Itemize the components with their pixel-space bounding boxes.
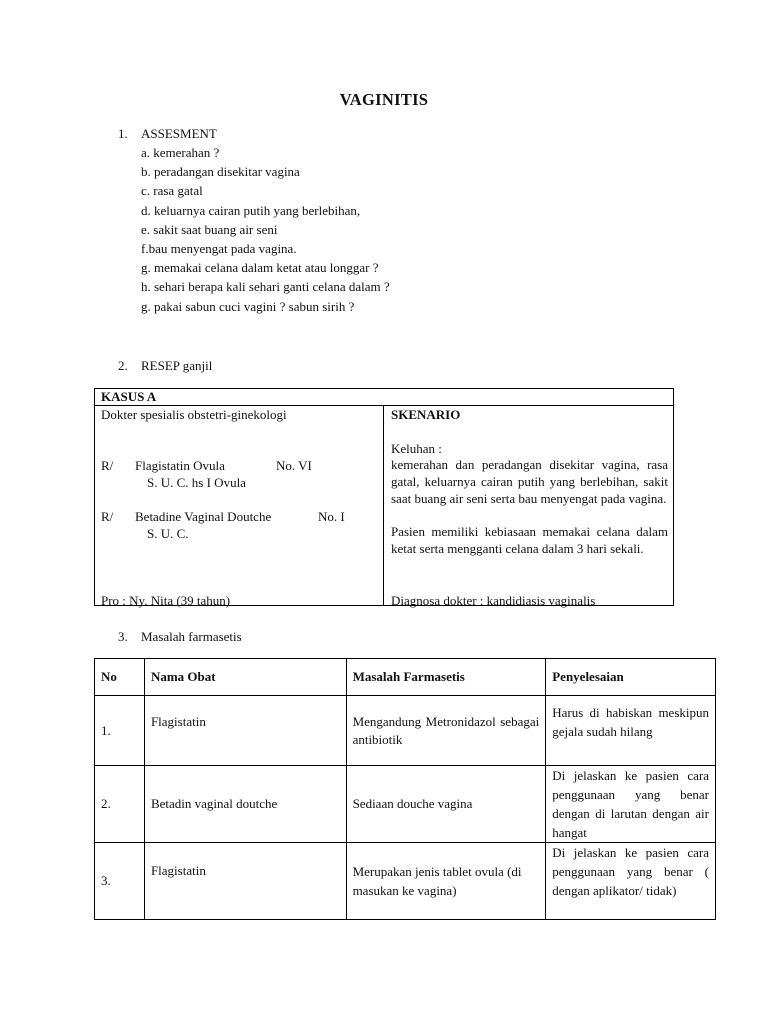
table-row [95,696,716,766]
drug-name: Flagistatin [144,696,346,766]
column-header: No [95,659,145,696]
problem: Merupakan jenis tablet ovula (di masukan ke vagina) [346,843,546,920]
assessment-item: g. pakai sabun cuci vagini ? sabun sirih ? [141,298,355,314]
pharmaceutical-problems-table [94,658,716,920]
section-1-number: 1. [118,126,128,141]
prescription-case-table [94,388,674,606]
assessment-item: e. sakit saat buang air seni [141,221,278,237]
rx1-signa: S. U. C. hs I Ovula [147,475,246,490]
solution: Di jelaskan ke pasien cara penggunaan yang benar ( dengan aplikator/ tidak) [546,843,716,920]
section-3-heading: Masalah farmasetis [141,629,242,644]
solution: Di jelaskan ke pasien cara penggunaan yang benar dengan di larutan dengan air hangat [546,766,716,843]
column-header: Masalah Farmasetis [346,659,546,696]
solution: Harus di habiskan meskipun gejala sudah hilang [546,696,716,766]
row-number: 2. [95,766,145,843]
drug-name: Flagistatin [144,843,346,920]
assessment-item: f.bau menyengat pada vagina. [141,241,297,257]
assessment-item: g. memakai celana dalam ketat atau longgar ? [141,260,379,276]
rx2-signa: S. U. C. [147,526,189,541]
row-number: 1. [95,696,145,766]
habit-text: Pasien memiliki kebiasaan memakai celana dalam ketat serta mengganti celana dalam 3 hari sekali. [391,524,668,556]
rx1-symbol: R/ [101,458,114,473]
rx2-symbol: R/ [101,509,114,524]
diagnosis-line: Diagnosa dokter : kandidiasis vaginalis [391,593,596,608]
table-row [95,766,716,843]
complaint-text: kemerahan dan peradangan disekitar vagina, rasa gatal, keluarnya cairan putih yang berlebihan, sakit saat buang air seni serta bau menyengat pada vagina. [391,457,668,506]
complaint-label: Keluhan : [391,441,442,456]
table-header-row [95,659,716,696]
scenario-title: SKENARIO [391,407,461,422]
section-1-heading: ASSESMENT [141,126,217,141]
rx2-quantity: No. I [318,509,345,524]
assessment-item: h. sehari berapa kali sehari ganti celana dalam ? [141,279,390,295]
column-header: Penyelesaian [546,659,716,696]
table-row [95,843,716,920]
assessment-item: d. keluarnya cairan putih yang berlebihan, [141,202,361,218]
prescription-cell [95,406,384,608]
case-header: KASUS A [95,389,673,406]
rx1-drug: Flagistatin Ovula [135,458,225,473]
scenario-cell [384,406,673,608]
doctor-line: Dokter spesialis obstetri-ginekologi [101,407,287,422]
assessment-item: a. kemerahan ? [141,145,220,160]
rx2-drug: Betadine Vaginal Doutche [135,509,272,524]
problem: Mengandung Metronidazol sebagai antibiotik [346,696,546,766]
patient-line: Pro : Ny. Nita (39 tahun) [101,593,231,608]
section-2-heading: RESEP ganjil [141,358,213,373]
assessment-item: b. peradangan disekitar vagina [141,164,300,180]
section-3-number: 3. [118,629,128,644]
assessment-list [141,143,390,316]
problem: Sediaan douche vagina [346,766,546,843]
drug-name: Betadin vaginal doutche [144,766,346,843]
section-2-number: 2. [118,358,128,373]
column-header: Nama Obat [144,659,346,696]
row-number: 3. [95,843,145,920]
rx1-quantity: No. VI [276,458,312,473]
document-title: VAGINITIS [339,90,429,109]
assessment-item: c. rasa gatal [141,183,203,199]
